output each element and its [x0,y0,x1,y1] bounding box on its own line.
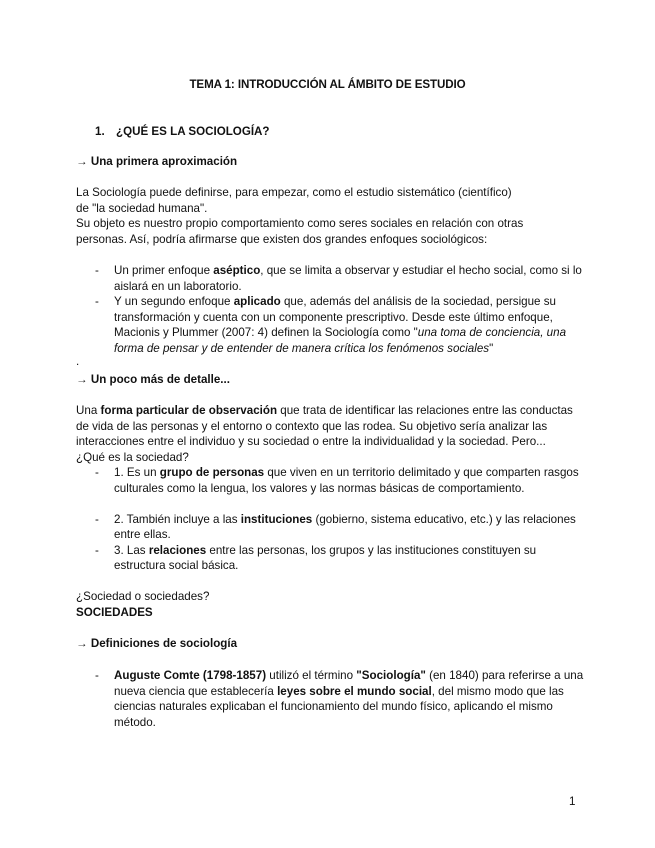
list-dash: - [95,543,99,557]
question-text: ¿Sociedad o sociedades? [76,590,210,603]
sociedad-list [95,465,590,574]
text-span: Un primer enfoque [114,264,214,277]
text-span: utilizó el término [266,669,357,682]
text-span: entre las personas, los grupos y las instituciones constituyen su estructura social básica. [114,543,537,572]
text-span: " [489,341,494,355]
list-item [95,465,590,496]
bold-term: aséptico [213,264,261,277]
section-heading [95,124,270,140]
answer-text: SOCIEDADES [76,605,153,619]
stray-period: . [76,355,80,368]
list-item [95,512,590,543]
list-dash: - [95,512,99,526]
text-span: (en 1840) para referirse a una nueva ciencia que establecería [114,669,584,698]
list-dash: - [95,669,99,682]
list-dash: - [95,295,99,308]
text-line: de "la sociedad humana". [76,201,208,215]
text-span: que trata de identificar las relaciones entre las conductas de vida de las personas y el entorno o contexto que las rodea. Su objetivo sería analizar las interacciones entre el individuo y su sociedad o entre la individualidad y la sociedad. Pero... ¿Qué es la sociedad? [76,404,573,464]
text-span: Y un segundo enfoque [114,295,234,308]
list-dash: - [95,264,99,277]
intro-paragraph [76,185,586,247]
list-dash: - [95,466,99,479]
bold-term: leyes sobre el mundo social [277,684,432,698]
list-item [95,668,585,730]
text-span: Una [76,404,101,417]
page-number: 1 [569,795,576,808]
bold-term: "Sociología" [356,669,426,682]
subheading-primera-aproximacion: → Una primera aproximación [76,155,238,168]
sociedades-question [76,589,586,620]
bold-term: aplicado [233,295,281,308]
observacion-paragraph [76,403,576,465]
subheading-definiciones: → Definiciones de sociología [76,637,238,650]
text-span: que, además del análisis de la sociedad, persigue su transformación y cuenta con un componente prescriptivo. Desde este último enfoque, Macionis y Plummer (2007: 4) definen la Sociología como " [114,295,556,339]
section-number: 1. [95,125,105,138]
definiciones-list [95,668,585,730]
bold-term: Auguste Comte (1798-1857) [114,669,267,682]
text-line: La Sociología puede definirse, para empezar, como el estudio sistemático (científico) [76,186,512,199]
text-span: que viven en un territorio delimitado y que comparten rasgos culturales como la lengua, los valores y las normas básicas de comportamiento. [114,466,579,495]
section-title: ¿QUÉ ES LA SOCIOLOGÍA? [116,125,270,138]
bold-term: grupo de personas [159,466,265,479]
text-span: 3. Las [114,543,149,557]
bold-term: forma particular de observación [100,404,278,417]
enfoques-list [95,263,590,356]
subheading-mas-detalle: → Un poco más de detalle... [76,373,230,386]
text-span: (gobierno, sistema educativo, etc.) y las relaciones entre ellas. [114,512,576,541]
list-item [95,543,590,574]
document-title: TEMA 1: INTRODUCCIÓN AL ÁMBITO DE ESTUDIO [189,78,466,91]
list-item [95,294,590,356]
text-line: Su objeto es nuestro propio comportamiento como seres sociales en relación con otras [76,217,524,230]
bold-term: relaciones [148,543,207,557]
text-span: , del mismo modo que las ciencias naturales explicaban el funcionamiento del mundo físico, aplicando el mismo método. [114,684,564,729]
text-line: personas. Así, podría afirmarse que existen dos grandes enfoques sociológicos: [76,232,488,246]
list-item [95,263,590,294]
italic-quote: una toma de conciencia, una forma de pensar y de entender de manera crítica los fenómenos sociales [114,326,567,355]
bold-term: instituciones [240,512,313,526]
text-span: 1. Es un [114,466,160,479]
text-span: , que se limita a observar y estudiar el hecho social, como si lo aislará en un laboratorio. [114,264,582,293]
text-span: 2. También incluye a las [114,512,241,526]
